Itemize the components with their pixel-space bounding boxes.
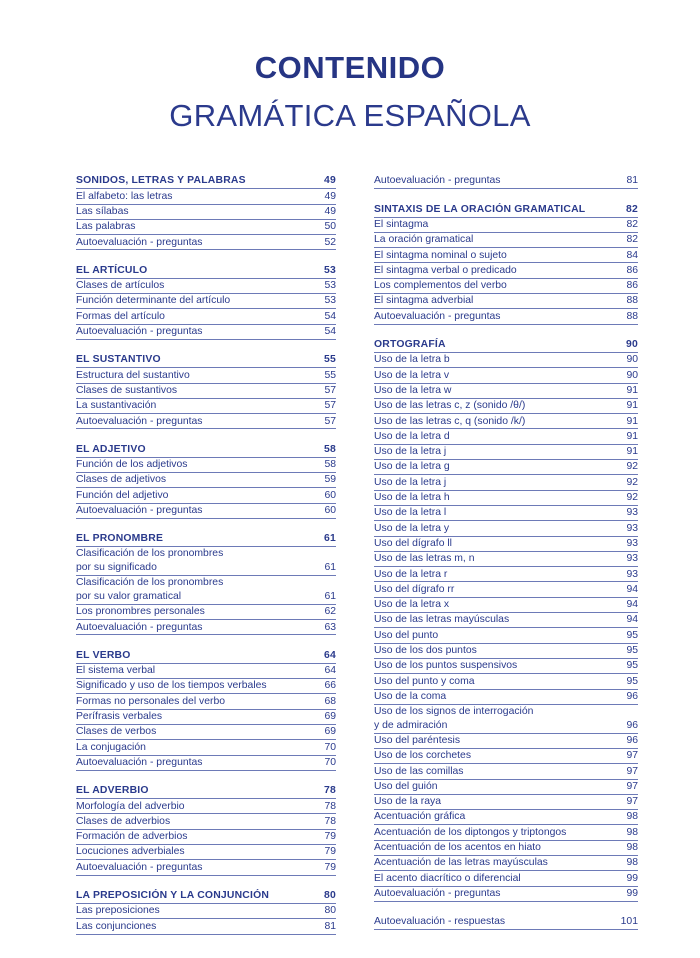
- toc-entry-title: Clases de artículos: [76, 280, 165, 292]
- toc-section: [76, 889, 336, 935]
- toc-entry[interactable]: [374, 521, 638, 536]
- toc-entry-title: Autoevaluación - preguntas: [76, 326, 203, 338]
- toc-page-number: 91: [626, 415, 638, 427]
- toc-page-number: 61: [324, 590, 336, 602]
- toc-entry[interactable]: [374, 491, 638, 506]
- toc-entry-title: Autoevaluación - preguntas: [76, 415, 203, 427]
- toc-entry-title: Uso de las comillas: [374, 765, 464, 777]
- toc-entry[interactable]: [76, 399, 336, 414]
- toc-page-number: 63: [324, 621, 336, 633]
- toc-entry-title: Uso del punto y coma: [374, 675, 475, 687]
- toc-entry[interactable]: [76, 309, 336, 324]
- toc-section: [374, 202, 638, 324]
- toc-entry-title: Uso de la coma: [374, 690, 447, 702]
- toc-section-heading[interactable]: [76, 889, 336, 904]
- toc-page-number: 49: [324, 205, 336, 217]
- toc-entry[interactable]: [76, 919, 336, 934]
- toc-entry[interactable]: [76, 504, 336, 519]
- toc-page-number: 64: [324, 649, 336, 661]
- toc-entry-title: Uso de la letra d: [374, 430, 450, 442]
- toc-section: [76, 648, 336, 770]
- toc-entry-title: Formas del artículo: [76, 310, 165, 322]
- toc-entry[interactable]: [374, 552, 638, 567]
- toc-entry[interactable]: [76, 710, 336, 725]
- toc-entry[interactable]: [374, 218, 638, 233]
- toc-entry-title: Uso del dígrafo rr: [374, 583, 455, 595]
- toc-entry-title: Autoevaluación - preguntas: [76, 756, 203, 768]
- toc-page-number: 69: [324, 726, 336, 738]
- toc-page-number: 92: [626, 492, 638, 504]
- toc-entry[interactable]: [374, 764, 638, 779]
- toc-page-number: 98: [626, 826, 638, 838]
- toc-entry[interactable]: [374, 445, 638, 460]
- toc-entry[interactable]: [374, 537, 638, 552]
- toc-entry-title: Los complementos del verbo: [374, 280, 507, 292]
- toc-entry[interactable]: [374, 248, 638, 263]
- toc-entry-title: Uso de las letras c, z (sonido /θ/): [374, 400, 526, 412]
- toc-entry-title: Clases de sustantivos: [76, 384, 178, 396]
- toc-section-heading[interactable]: [76, 784, 336, 799]
- toc-page-number: 99: [626, 887, 638, 899]
- toc-page-number: 60: [324, 489, 336, 501]
- toc-page-number: 93: [626, 568, 638, 580]
- toc-page-number: 81: [626, 175, 638, 187]
- toc-entry-title: Locuciones adverbiales: [76, 846, 185, 858]
- toc-page-number: 92: [626, 461, 638, 473]
- toc-entry[interactable]: [76, 605, 336, 620]
- toc-section: [76, 353, 336, 429]
- toc-entry[interactable]: [374, 174, 638, 189]
- toc-entry-title: Uso de la letra j: [374, 446, 447, 458]
- toc-heading-title: SINTAXIS DE LA ORACIÓN GRAMATICAL: [374, 203, 586, 215]
- toc-page-number: 101: [620, 916, 638, 928]
- toc-entry-title: Acentuación gráfica: [374, 811, 466, 823]
- toc-page-number: 91: [626, 384, 638, 396]
- toc-entry-title: Función del adjetivo: [76, 489, 169, 501]
- toc-page-number: 91: [626, 446, 638, 458]
- toc-entry-title: Autoevaluación - respuestas: [374, 916, 506, 928]
- toc-entry[interactable]: [374, 856, 638, 871]
- toc-page-number: 91: [626, 400, 638, 412]
- toc-entry-title: Clases de adverbios: [76, 815, 171, 827]
- toc-entry[interactable]: [76, 294, 336, 309]
- toc-entry[interactable]: [76, 414, 336, 429]
- toc-entry[interactable]: [374, 414, 638, 429]
- toc-section: [374, 915, 638, 930]
- toc-entry[interactable]: [76, 235, 336, 250]
- toc-entry-title: Uso de la letra j: [374, 476, 447, 488]
- toc-entry[interactable]: [374, 690, 638, 705]
- toc-page-number: 55: [324, 354, 336, 366]
- toc-page-number: 70: [324, 756, 336, 768]
- toc-page-number: 96: [626, 719, 638, 731]
- toc-entry-title: El sintagma adverbial: [374, 295, 474, 307]
- toc-page-number: 98: [626, 857, 638, 869]
- toc-entry-title: Uso de la letra h: [374, 492, 450, 504]
- toc-entry[interactable]: [76, 576, 336, 605]
- toc-section-heading[interactable]: [374, 338, 638, 353]
- toc-page-number: 93: [626, 522, 638, 534]
- toc-page-number: 61: [324, 533, 336, 545]
- toc-page-number: 97: [626, 750, 638, 762]
- toc-entry-title: Uso del guión: [374, 780, 438, 792]
- toc-entry-title: Uso de la letra g: [374, 461, 450, 473]
- toc-entry-title: Significado y uso de los tiempos verbales: [76, 680, 267, 692]
- toc-page-number: 60: [324, 505, 336, 517]
- toc-entry[interactable]: [76, 458, 336, 473]
- toc-page-number: 57: [324, 400, 336, 412]
- toc-entry-title: El sistema verbal: [76, 665, 156, 677]
- toc-page-number: 61: [324, 562, 336, 574]
- toc-entry[interactable]: [76, 799, 336, 814]
- toc-entry-title: Autoevaluación - preguntas: [374, 310, 501, 322]
- toc-section-heading[interactable]: [76, 648, 336, 663]
- toc-entry-title: Uso de los dos puntos: [374, 645, 477, 656]
- toc-entry[interactable]: [76, 325, 336, 340]
- page-subtitle: GRAMÁTICA ESPAÑOLA: [169, 98, 531, 133]
- toc-section-heading[interactable]: [76, 174, 336, 189]
- toc-section: [374, 338, 638, 902]
- toc-entry[interactable]: [374, 795, 638, 810]
- toc-heading-title: EL VERBO: [76, 649, 131, 661]
- toc-heading-title: EL PRONOMBRE: [76, 533, 164, 545]
- toc-entry-title: Formas no personales del verbo: [76, 695, 226, 707]
- toc-page-number: 93: [626, 553, 638, 565]
- toc-page-number: 80: [324, 890, 336, 901]
- toc-page-number: 97: [626, 765, 638, 777]
- toc-entry[interactable]: [76, 384, 336, 399]
- toc-page-number: 91: [626, 430, 638, 442]
- toc-heading-title: EL SUSTANTIVO: [76, 354, 161, 366]
- toc-entry[interactable]: [374, 368, 638, 383]
- toc-entry-title: Los pronombres personales: [76, 606, 205, 618]
- toc-page-number: 64: [324, 665, 336, 677]
- toc-entry[interactable]: [76, 620, 336, 635]
- toc-page-number: 96: [626, 690, 638, 702]
- toc-right-column: [374, 174, 638, 943]
- toc-entry[interactable]: [76, 904, 336, 919]
- toc-page-number: 86: [626, 280, 638, 292]
- toc-page-number: 97: [626, 780, 638, 792]
- toc-entry-title: Uso de los puntos suspensivos: [374, 660, 518, 672]
- toc-page-number: 82: [626, 218, 638, 230]
- toc-page-number: 90: [626, 369, 638, 381]
- toc-entry[interactable]: [76, 220, 336, 235]
- toc-entry[interactable]: [374, 567, 638, 582]
- toc-section-heading[interactable]: [76, 442, 336, 457]
- toc-page-number: 55: [324, 369, 336, 381]
- toc-page-number: 79: [324, 861, 336, 873]
- toc-entry-title: Uso de la letra b: [374, 354, 450, 366]
- toc-page-number: 95: [626, 675, 638, 687]
- toc-section: [76, 174, 336, 250]
- toc-section: [76, 532, 336, 636]
- toc-section: [76, 263, 336, 339]
- toc-heading-title: EL ARTÍCULO: [76, 264, 148, 276]
- toc-entry[interactable]: [76, 679, 336, 694]
- toc-page-number: 62: [324, 606, 336, 618]
- toc-entry-title: Las preposiciones: [76, 905, 160, 917]
- toc-entry[interactable]: [76, 845, 336, 860]
- toc-entry-title: Clases de adjetivos: [76, 474, 167, 486]
- toc-section-heading[interactable]: [76, 532, 336, 547]
- toc-entry-title: Autoevaluación - preguntas: [374, 887, 501, 899]
- toc-entry-title: El sintagma verbal o predicado: [374, 264, 517, 276]
- toc-entry[interactable]: [76, 740, 336, 755]
- toc-page-number: 95: [626, 645, 638, 656]
- toc-entry[interactable]: [76, 664, 336, 679]
- toc-heading-title: EL ADJETIVO: [76, 443, 146, 455]
- toc-page-number: 94: [626, 599, 638, 611]
- toc-entry-title-line: por su significado: [76, 562, 157, 574]
- toc-entry[interactable]: [374, 887, 638, 902]
- toc-page-number: 78: [324, 815, 336, 827]
- toc-entry-title: Uso del dígrafo ll: [374, 537, 452, 549]
- toc-heading-title: SONIDOS, LETRAS Y PALABRAS: [76, 175, 246, 187]
- page-title: CONTENIDO: [254, 50, 446, 85]
- toc-entry[interactable]: [374, 871, 638, 886]
- toc-entry[interactable]: [374, 613, 638, 628]
- toc-page-number: 95: [626, 660, 638, 672]
- toc-entry-title: Las conjunciones: [76, 920, 157, 932]
- toc-page-number: 79: [324, 831, 336, 843]
- toc-entry-title: La sustantivación: [76, 400, 157, 412]
- toc-entry-title: Uso de la letra l: [374, 507, 447, 519]
- toc-entry[interactable]: [374, 309, 638, 324]
- toc-page-number: 54: [324, 326, 336, 338]
- toc-entry-title: La oración gramatical: [374, 234, 474, 246]
- toc-page-number: 57: [324, 384, 336, 396]
- toc-entry[interactable]: [374, 628, 638, 643]
- toc-entry[interactable]: [76, 279, 336, 294]
- toc-entry[interactable]: [76, 189, 336, 204]
- toc-entry-title: Acentuación de los acentos en hiato: [374, 842, 541, 854]
- toc-left-column: [76, 174, 336, 948]
- toc-entry[interactable]: [374, 734, 638, 749]
- toc-entry-title: Uso de los corchetes: [374, 750, 472, 762]
- toc-page-number: 57: [324, 415, 336, 427]
- toc-entry-title: El acento diacrítico o diferencial: [374, 872, 521, 884]
- toc-entry-title: Acentuación de las letras mayúsculas: [374, 857, 548, 869]
- toc-entry-title: Uso de la letra r: [374, 568, 448, 580]
- toc-page-number: 49: [324, 175, 336, 187]
- toc-page-number: 58: [324, 459, 336, 471]
- toc-entry-title: Autoevaluación - preguntas: [76, 621, 203, 633]
- toc-entry-title: Acentuación de los diptongos y triptongos: [374, 826, 567, 838]
- toc-page-number: 59: [324, 474, 336, 486]
- toc-entry[interactable]: [374, 263, 638, 278]
- toc-entry[interactable]: [374, 749, 638, 764]
- toc-entry[interactable]: [374, 674, 638, 689]
- toc-entry[interactable]: [374, 460, 638, 475]
- toc-entry-title: Morfología del adverbio: [76, 800, 185, 812]
- toc-page-number: 53: [324, 295, 336, 307]
- toc-entry[interactable]: [76, 814, 336, 829]
- toc-entry-title: Uso del punto: [374, 629, 439, 641]
- toc-entry-title-line: Uso de los signos de interrogación: [374, 705, 534, 717]
- toc-entry-title-line: Clasificación de los pronombres: [76, 548, 224, 560]
- toc-page-number: 92: [626, 476, 638, 488]
- toc-entry-title: Uso de la letra y: [374, 522, 450, 534]
- toc-entry-title: Uso de las letras mayúsculas: [374, 614, 510, 626]
- toc-entry[interactable]: [76, 547, 336, 576]
- toc-entry-title: Autoevaluación - preguntas: [76, 505, 203, 517]
- toc-entry-title: [374, 705, 622, 733]
- toc-page-number: 70: [324, 741, 336, 753]
- toc-section-heading[interactable]: [374, 202, 638, 217]
- toc-entry[interactable]: [76, 368, 336, 383]
- toc-page-number: 53: [324, 280, 336, 292]
- toc-entry[interactable]: [76, 830, 336, 845]
- toc-entry[interactable]: [374, 810, 638, 825]
- toc-entry-title: Clases de verbos: [76, 726, 157, 738]
- toc-entry[interactable]: [374, 582, 638, 597]
- toc-page-number: 95: [626, 629, 638, 641]
- toc-entry[interactable]: [374, 825, 638, 840]
- toc-page-number: 81: [324, 920, 336, 932]
- toc-entry[interactable]: [374, 659, 638, 674]
- toc-entry-title: Perífrasis verbales: [76, 711, 163, 723]
- toc-page-number: 68: [324, 695, 336, 707]
- toc-page-number: 66: [324, 680, 336, 692]
- toc-page-number: 80: [324, 905, 336, 917]
- toc-entry[interactable]: [76, 756, 336, 771]
- toc-entry[interactable]: [76, 488, 336, 503]
- toc-page-number: 90: [626, 354, 638, 366]
- toc-entry[interactable]: [374, 233, 638, 248]
- toc-entry[interactable]: [374, 279, 638, 294]
- toc-page-number: 97: [626, 796, 638, 808]
- toc-page-number: 58: [324, 443, 336, 455]
- toc-section-heading[interactable]: [76, 263, 336, 278]
- toc-entry-title: Formación de adverbios: [76, 831, 188, 843]
- toc-entry[interactable]: [374, 429, 638, 444]
- toc-page-number: 86: [626, 264, 638, 276]
- toc-entry[interactable]: [374, 598, 638, 613]
- toc-page-number: 69: [324, 711, 336, 723]
- toc-entry-title: Uso de la raya: [374, 796, 441, 808]
- toc-page-number: 94: [626, 614, 638, 626]
- toc-section-heading[interactable]: [76, 353, 336, 368]
- toc-heading-title: LA PREPOSICIÓN Y LA CONJUNCIÓN: [76, 890, 270, 901]
- toc-page-number: 79: [324, 846, 336, 858]
- toc-entry-title: El sintagma nominal o sujeto: [374, 249, 507, 261]
- toc-entry-title: El sintagma: [374, 218, 429, 230]
- toc-entry-title-line: por su valor gramatical: [76, 590, 182, 602]
- toc-entry[interactable]: [374, 644, 638, 659]
- toc-entry-title: Las sílabas: [76, 205, 129, 217]
- toc-page-number: 90: [626, 339, 638, 351]
- toc-entry[interactable]: [374, 294, 638, 309]
- toc-entry-title: La conjugación: [76, 741, 146, 753]
- toc-entry-title-line: y de admiración: [374, 719, 448, 731]
- toc-page-number: 52: [324, 236, 336, 248]
- toc-entry-title: Uso de la letra x: [374, 599, 450, 611]
- toc-entry-title: Uso de la letra w: [374, 384, 452, 396]
- toc-page-number: 78: [324, 800, 336, 812]
- toc-page-number: 94: [626, 583, 638, 595]
- toc-entry[interactable]: [76, 694, 336, 709]
- toc-page-number: 50: [324, 221, 336, 233]
- toc-heading-title: EL ADVERBIO: [76, 785, 149, 797]
- toc-page-number: 82: [626, 203, 638, 215]
- toc-page-number: 49: [324, 190, 336, 202]
- toc-entry-title: El alfabeto: las letras: [76, 190, 173, 202]
- toc-entry[interactable]: [76, 205, 336, 220]
- toc-entry[interactable]: [374, 506, 638, 521]
- toc-section: [76, 442, 336, 518]
- toc-entry[interactable]: [76, 473, 336, 488]
- toc-page-number: 98: [626, 842, 638, 854]
- toc-heading-title: ORTOGRAFÍA: [374, 339, 446, 351]
- toc-page-number: 98: [626, 811, 638, 823]
- toc-entry-title: Autoevaluación - preguntas: [76, 861, 203, 873]
- toc-entry-title: Uso de la letra v: [374, 369, 450, 381]
- toc-entry[interactable]: [374, 780, 638, 795]
- toc-page-number: 82: [626, 234, 638, 246]
- toc-entry-title: Las palabras: [76, 221, 136, 233]
- toc-page-number: 88: [626, 310, 638, 322]
- toc-entry[interactable]: [76, 725, 336, 740]
- toc-entry-title-line: Clasificación de los pronombres: [76, 577, 224, 589]
- toc-entry[interactable]: [374, 705, 638, 734]
- toc-entry-title: [76, 576, 320, 604]
- toc-entry[interactable]: [374, 384, 638, 399]
- toc-entry-title: Función determinante del artículo: [76, 295, 231, 307]
- toc-page-number: 93: [626, 507, 638, 519]
- toc-page-number: 99: [626, 872, 638, 884]
- toc-entry-title: Uso de las letras c, q (sonido /k/): [374, 415, 526, 427]
- toc-page-number: 78: [324, 785, 336, 797]
- toc-entry[interactable]: [374, 841, 638, 856]
- toc-page-number: 96: [626, 735, 638, 746]
- toc-page-number: 88: [626, 295, 638, 307]
- toc-entry-title: Uso de las letras m, n: [374, 553, 475, 565]
- toc-section: [374, 174, 638, 189]
- toc-entry-title: Función de los adjetivos: [76, 459, 188, 471]
- toc-page-number: 84: [626, 249, 638, 261]
- toc-entry-title: Autoevaluación - preguntas: [76, 236, 203, 248]
- toc-page-number: 53: [324, 264, 336, 276]
- toc-section: [76, 784, 336, 876]
- toc-entry-title: Uso del paréntesis: [374, 735, 461, 746]
- toc-entry[interactable]: [374, 353, 638, 368]
- toc-entry-title: Autoevaluación - preguntas: [374, 175, 501, 187]
- toc-page-number: 93: [626, 537, 638, 549]
- toc-entry[interactable]: [374, 475, 638, 490]
- toc-page-number: 54: [324, 310, 336, 322]
- toc-entry-title: Estructura del sustantivo: [76, 369, 190, 381]
- toc-entry[interactable]: [76, 860, 336, 875]
- toc-entry-title: [76, 547, 320, 575]
- toc-entry[interactable]: [374, 915, 638, 930]
- toc-entry[interactable]: [374, 399, 638, 414]
